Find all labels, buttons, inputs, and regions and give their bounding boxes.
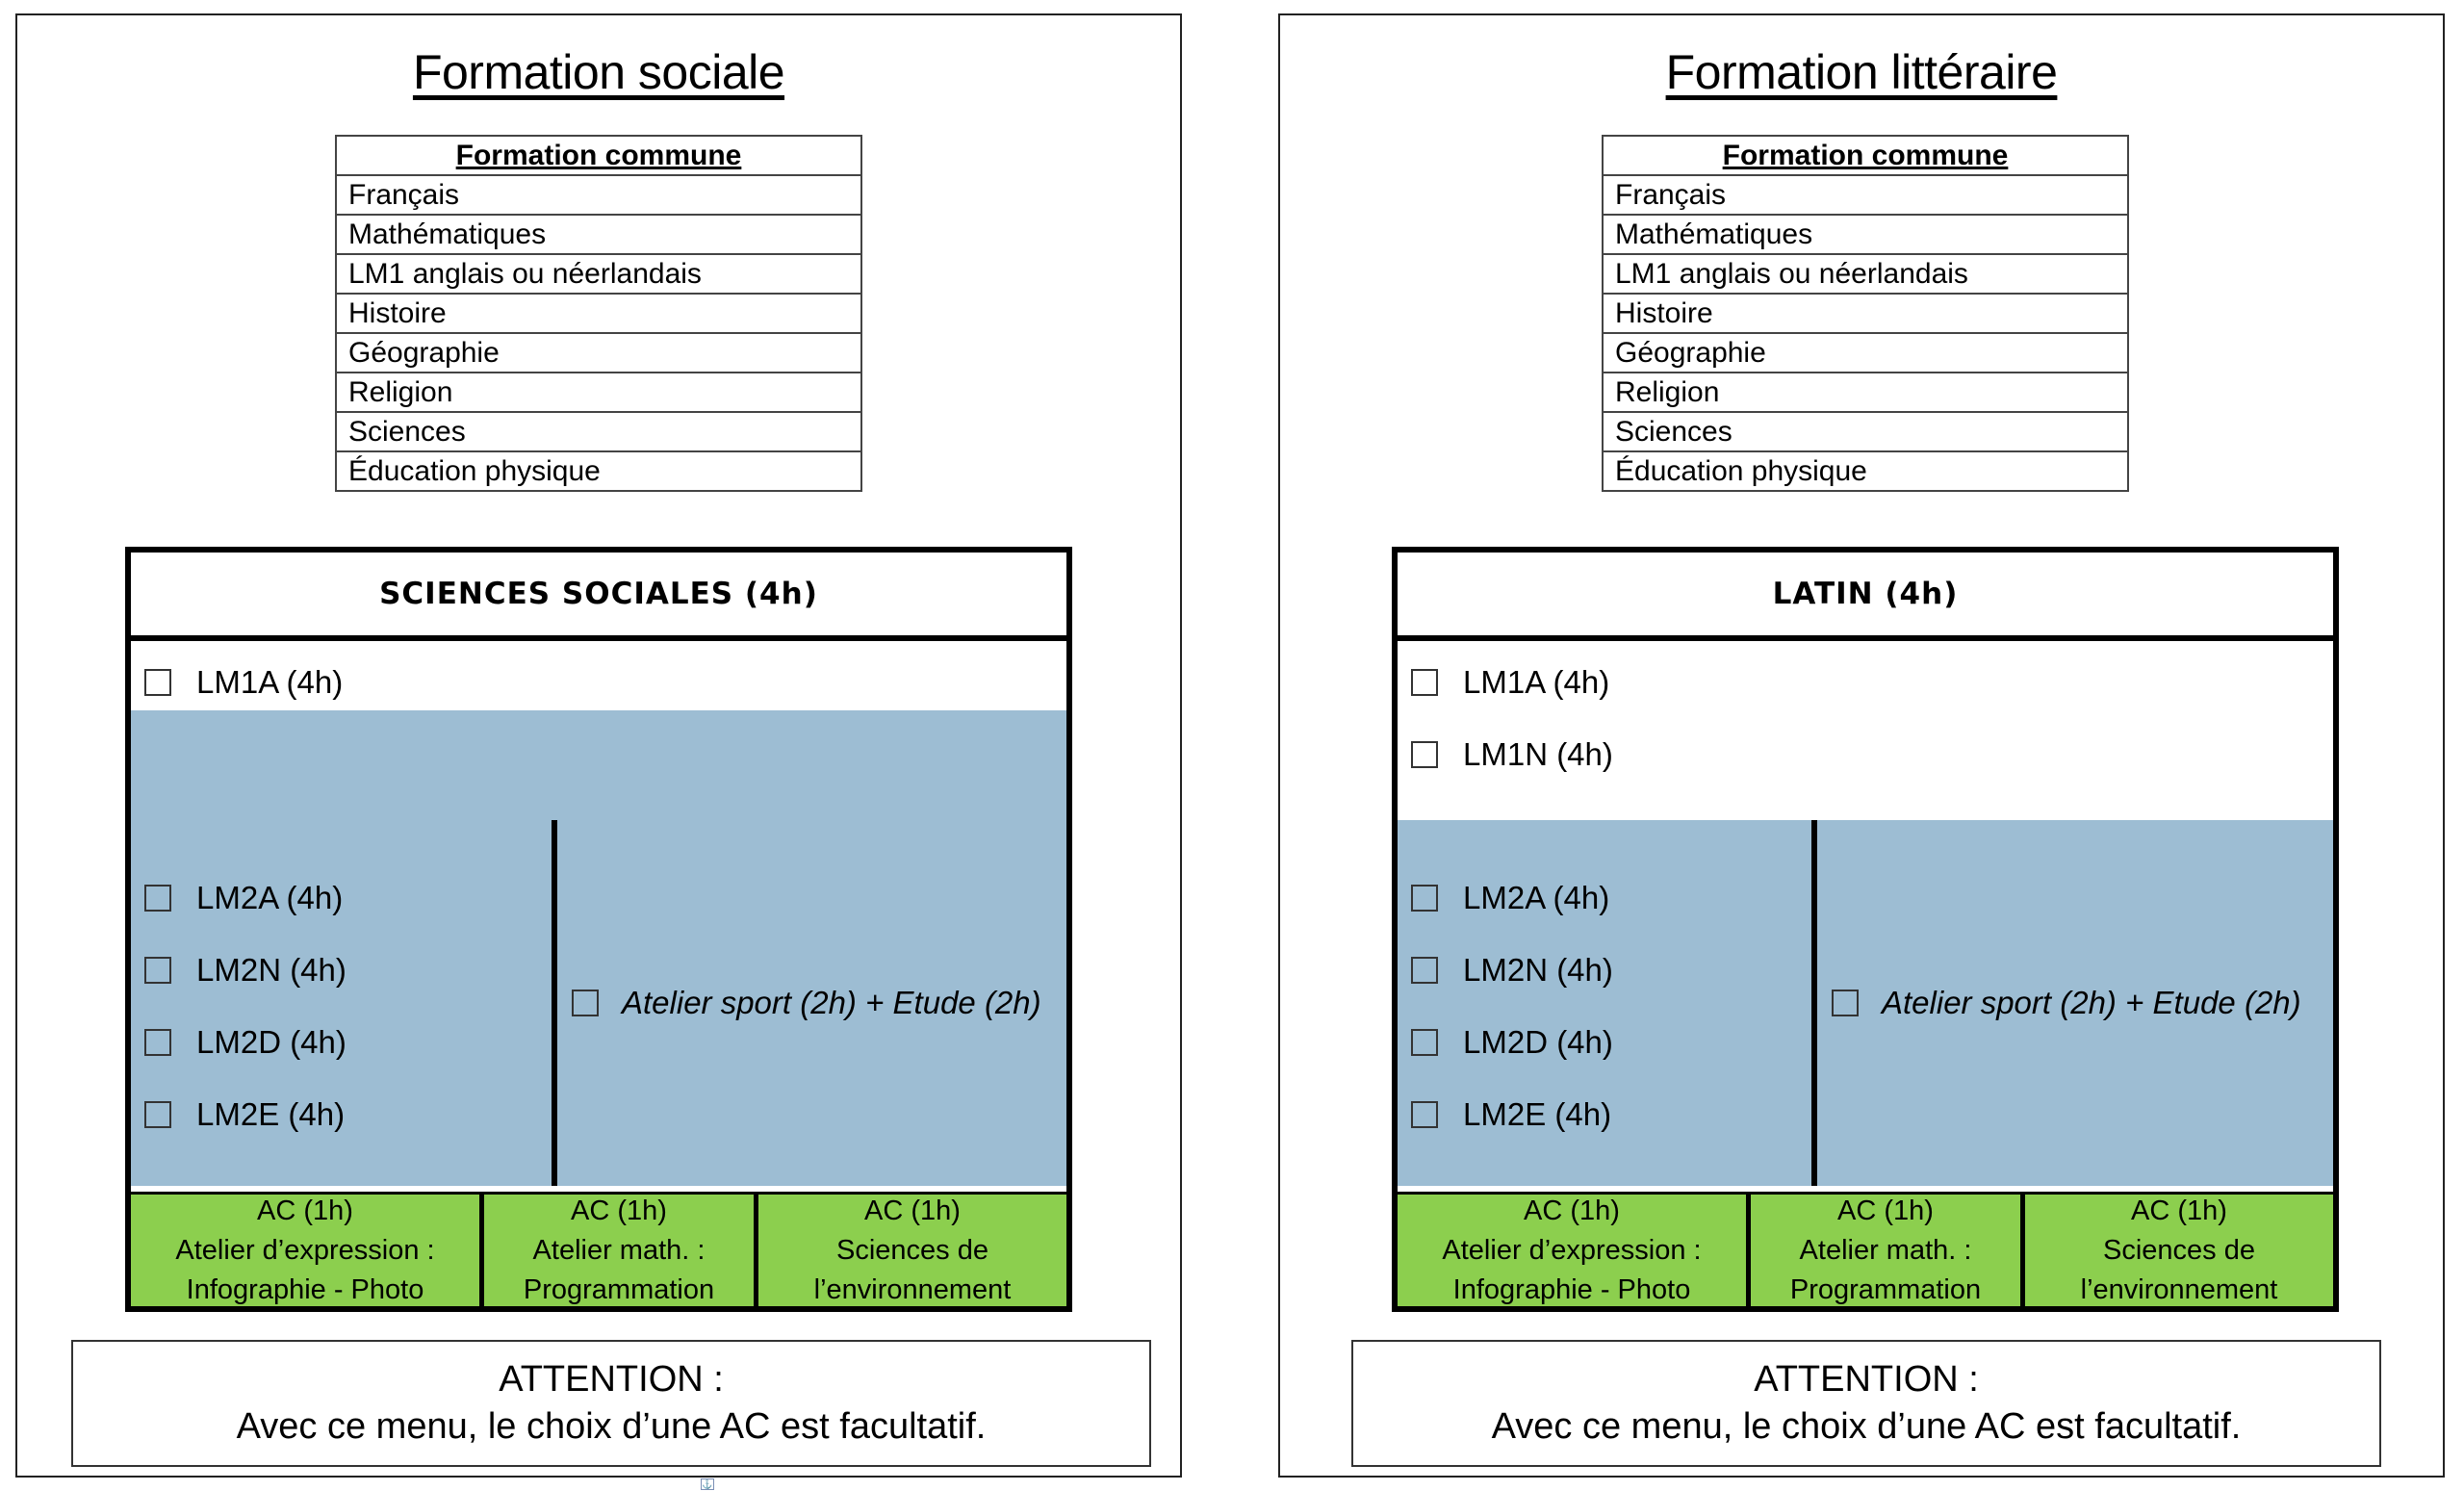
- option-lm1a[interactable]: [1411, 664, 1609, 701]
- common-item: Religion: [336, 373, 861, 412]
- ac-line: Atelier math. :: [532, 1234, 706, 1266]
- checkbox-icon[interactable]: [1411, 741, 1438, 768]
- option-lm2d[interactable]: [1411, 1024, 1613, 1061]
- checkbox-icon[interactable]: [1411, 957, 1438, 984]
- common-item: Religion: [1603, 373, 2128, 412]
- attention-text: Avec ce menu, le choix d’une AC est facultatif.: [1491, 1406, 2242, 1447]
- checkbox-icon[interactable]: [144, 1029, 171, 1056]
- option-lm2e[interactable]: [144, 1096, 345, 1133]
- ac-cell[interactable]: [2025, 1195, 2333, 1306]
- option-lm1n[interactable]: [1411, 736, 1613, 773]
- ac-line: AC (1h): [1524, 1195, 1620, 1226]
- anchor-icon: ⚓: [702, 1479, 713, 1489]
- option-label: LM1N (4h): [1463, 736, 1613, 772]
- option-lm2a[interactable]: [144, 880, 343, 916]
- option-lm1a[interactable]: [144, 664, 343, 701]
- ac-line: l’environnement: [2080, 1273, 2278, 1305]
- option-lm2n[interactable]: [1411, 952, 1613, 989]
- common-item: LM1 anglais ou néerlandais: [1603, 254, 2128, 294]
- panel-title: Formation littéraire: [1665, 45, 2058, 99]
- option-lm2e[interactable]: [1411, 1096, 1611, 1133]
- attention-box: [1351, 1340, 2381, 1467]
- panel-formation-sociale: [15, 13, 1182, 1478]
- ac-row: [1398, 1192, 2333, 1306]
- attention-title: ATTENTION :: [499, 1359, 724, 1400]
- common-item: Mathématiques: [336, 215, 861, 254]
- checkbox-icon[interactable]: [144, 957, 171, 984]
- attention-box: [71, 1340, 1151, 1467]
- ac-cell[interactable]: [484, 1195, 754, 1306]
- ac-line: Atelier math. :: [1799, 1234, 1972, 1266]
- checkbox-icon[interactable]: [1411, 1101, 1438, 1128]
- panel-formation-litteraire: [1278, 13, 2445, 1478]
- ac-line: Atelier d’expression :: [175, 1234, 435, 1266]
- option-label: LM2A (4h): [1463, 880, 1610, 915]
- ac-line: AC (1h): [2131, 1195, 2227, 1226]
- checkbox-icon[interactable]: [144, 669, 171, 696]
- option-lm2a[interactable]: [1411, 880, 1609, 916]
- checkbox-icon[interactable]: [1832, 990, 1859, 1016]
- common-item: Géographie: [1603, 333, 2128, 373]
- option-label: LM2A (4h): [196, 880, 344, 915]
- checkbox-icon[interactable]: [144, 885, 171, 912]
- option-label: Atelier sport (2h) + Etude (2h): [622, 985, 1041, 1020]
- common-item: Français: [336, 175, 861, 215]
- ac-cell[interactable]: [758, 1195, 1066, 1306]
- option-lm2d[interactable]: [144, 1024, 346, 1061]
- ac-line: AC (1h): [571, 1195, 667, 1226]
- checkbox-icon[interactable]: [1411, 1029, 1438, 1056]
- option-lm2n[interactable]: [144, 952, 346, 989]
- attention-text: Avec ce menu, le choix d’une AC est facultatif.: [236, 1406, 987, 1447]
- option-title: LATIN (4h): [1398, 553, 2333, 641]
- option-block: [125, 547, 1072, 1312]
- ac-line: Infographie - Photo: [1452, 1273, 1691, 1305]
- ac-line: l’environnement: [813, 1273, 1012, 1305]
- common-header: Formation commune: [1603, 136, 2128, 175]
- common-item: Éducation physique: [336, 451, 861, 491]
- ac-line: Atelier d’expression :: [1442, 1234, 1702, 1266]
- option-label: LM2E (4h): [196, 1096, 346, 1132]
- ac-cell[interactable]: [1751, 1195, 2020, 1306]
- ac-line: AC (1h): [1837, 1195, 1934, 1226]
- lm2-section: [131, 820, 1066, 1186]
- common-item: Français: [1603, 175, 2128, 215]
- ac-cell[interactable]: [1398, 1195, 1746, 1306]
- option-label: LM2D (4h): [1463, 1024, 1613, 1060]
- ac-line: AC (1h): [257, 1195, 353, 1226]
- common-item: LM1 anglais ou néerlandais: [336, 254, 861, 294]
- ac-cell[interactable]: [131, 1195, 479, 1306]
- common-item: Mathématiques: [1603, 215, 2128, 254]
- option-sport-etude[interactable]: [1832, 985, 2301, 1021]
- attention-title: ATTENTION :: [1754, 1359, 1979, 1400]
- common-table: [1602, 135, 2129, 492]
- ac-line: Infographie - Photo: [186, 1273, 424, 1305]
- ac-line: Sciences de: [836, 1234, 988, 1266]
- panel-title: Formation sociale: [412, 45, 785, 99]
- option-label: LM2D (4h): [196, 1024, 346, 1060]
- common-item: Sciences: [1603, 412, 2128, 451]
- ac-row: [131, 1192, 1066, 1306]
- option-label: LM1A (4h): [196, 664, 344, 700]
- option-label: LM2E (4h): [1463, 1096, 1612, 1132]
- ac-line: Programmation: [523, 1273, 715, 1305]
- checkbox-icon[interactable]: [1411, 669, 1438, 696]
- ac-line: AC (1h): [864, 1195, 961, 1226]
- checkbox-icon[interactable]: [144, 1101, 171, 1128]
- option-label: LM2N (4h): [196, 952, 346, 988]
- common-table: [335, 135, 862, 492]
- option-block: [1392, 547, 2339, 1312]
- divider: [552, 820, 557, 1186]
- common-item: Sciences: [336, 412, 861, 451]
- checkbox-icon[interactable]: [572, 990, 599, 1016]
- option-sport-etude[interactable]: [572, 985, 1041, 1021]
- option-label: LM1A (4h): [1463, 664, 1610, 700]
- divider: [1811, 820, 1817, 1186]
- common-item: Géographie: [336, 333, 861, 373]
- common-item: Éducation physique: [1603, 451, 2128, 491]
- option-title: SCIENCES SOCIALES (4h): [131, 553, 1066, 641]
- option-label: LM2N (4h): [1463, 952, 1613, 988]
- lm2-section: [1398, 820, 2333, 1186]
- common-item: Histoire: [1603, 294, 2128, 333]
- common-header: Formation commune: [336, 136, 861, 175]
- ac-line: Sciences de: [2103, 1234, 2255, 1266]
- option-label: Atelier sport (2h) + Etude (2h): [1882, 985, 2301, 1020]
- common-item: Histoire: [336, 294, 861, 333]
- ac-line: Programmation: [1789, 1273, 1982, 1305]
- checkbox-icon[interactable]: [1411, 885, 1438, 912]
